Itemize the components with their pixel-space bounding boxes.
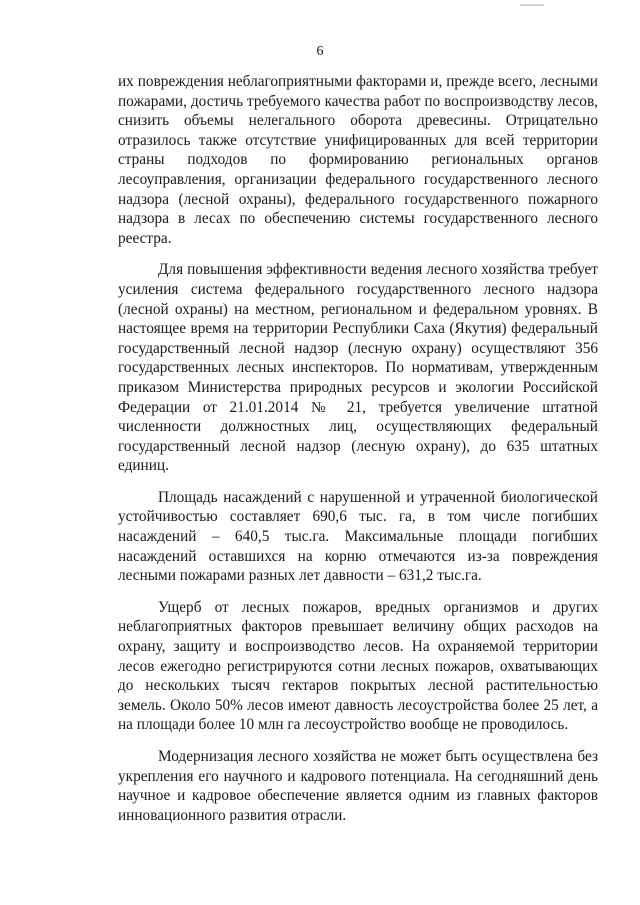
paragraph-forest-supervision: Для повышения эффективности ведения лесного хозяйства требует усиления система федерального государственного лесного надзора (лесной охраны) на местном, региональном и федеральном уровнях. В настоящее время на территории Республики Саха (Якутия) федеральный государственный лесной надзор (лесную охрану) осуществляют 356 государственных лесных инспекторов. По нормативам, утвержденным приказом Министерства природных ресурсов и экологии Российской Федерации от 21.01.2014 № 21, требуется увеличение штатной численности должностных лиц, осуществляющих федеральный государственный лесной надзор (лесную охрану), до 635 штатных единиц. xyxy=(118,261,598,475)
paragraph-modernization: Модернизация лесного хозяйства не может быть осуществлена без укрепления его научного и кадрового потенциала. На сегодняшний день научное и кадровое обеспечение является одним из главных факторов инновационного развития отрасли. xyxy=(118,748,598,824)
document-body xyxy=(118,72,598,837)
scan-artifact-mark xyxy=(520,4,544,6)
page-number: 6 xyxy=(316,44,324,59)
paragraph-continuation: их повреждения неблагоприятными факторами и, прежде всего, лесными пожарами, достичь требуемого качества работ по воспроизводству лесов, снизить объемы нелегального оборота древесины. Отрицательно отразилось также отсутствие унифицированных для всей территории страны подходов по формированию региональных органов лесоуправления, организации федерального государственного лесного надзора (лесной охраны), федерального государственного пожарного надзора в лесах по обеспечению системы государственного лесного реестра. xyxy=(118,73,598,247)
paragraph-fire-damage: Ущерб от лесных пожаров, вредных организмов и других неблагоприятных факторов превышает величину общих расходов на охрану, защиту и воспроизводство лесов. На охраняемой территории лесов ежегодно регистрируются сотни лесных пожаров, охватывающих до нескольких тысяч гектаров покрытых лесной растительностью земель. Около 50% лесов имеют давность лесоустройства более 25 лет, а на площади более 10 млн га лесоустройство вообще не проводилось. xyxy=(118,598,598,734)
paragraph-plantation-area: Площадь насаждений с нарушенной и утраченной биологической устойчивостью составляет 690,6 тыс. га, в том числе погибших насаждений – 640,5 тыс.га. Максимальные площади погибших насаждений оставшихся на корню отмечаются из-за повреждения лесными пожарами разных лет давности – 631,2 тыс.га. xyxy=(118,488,598,585)
